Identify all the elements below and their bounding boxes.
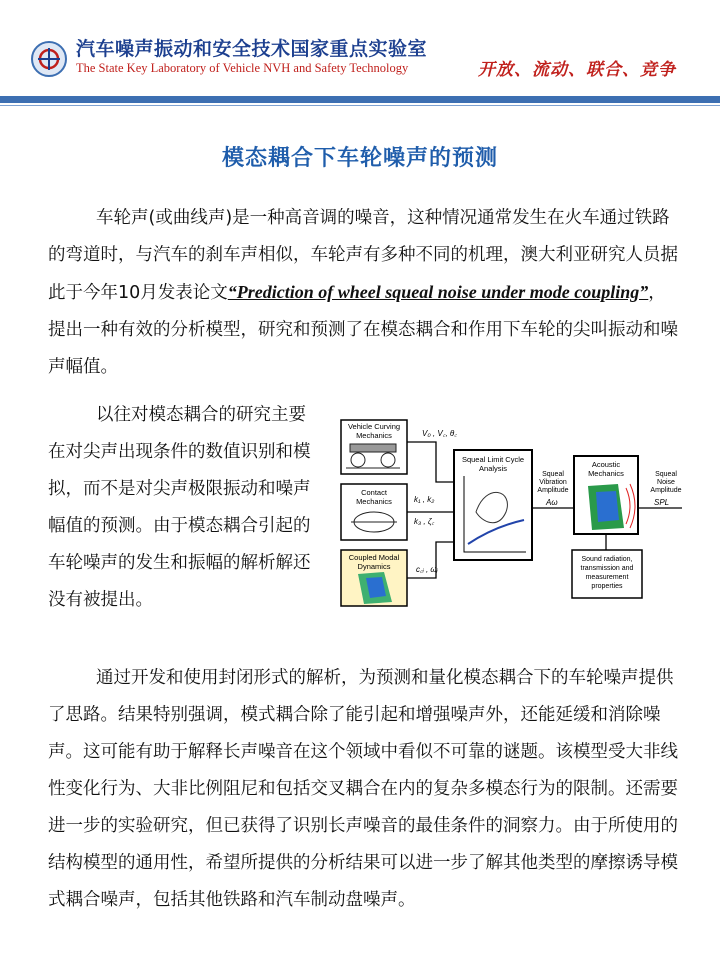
p1-text-after: ，提出一种有效的分析模型，研究和预测了在模态耦合和作用下车轮的尖叫振动和噪声幅值。 — [48, 283, 678, 377]
acoustic-label-1: Acoustic — [591, 460, 621, 469]
article-title: 模态耦合下车轮噪声的预测 — [221, 146, 498, 171]
vehicle-curving-label-2: Mechanics — [356, 431, 392, 440]
label-vibration-1: Squeal — [542, 471, 564, 478]
label-vibration-2: Vibration — [539, 479, 567, 486]
page-header — [0, 0, 720, 104]
vehicle-curving-label-1: Vehicle Curving — [347, 422, 401, 431]
sound-label-3: measurement — [585, 574, 629, 581]
limit-cycle-label-2: Analysis — [479, 464, 507, 473]
lab-name-cn: 汽车噪声振动和安全技术国家重点实验室 — [76, 38, 428, 60]
sound-label-2: transmission and — [580, 565, 634, 572]
paragraph-3 — [48, 660, 678, 919]
label-noise-2: Noise — [657, 479, 675, 486]
p2-text: 以往对模态耦合的研究主要在对尖声出现条件的数值识别和模拟，而不是对尖声极限振动和噪声幅值的预测。由于模态耦合引起的车轮噪声的发生和振幅的解析解还没有被提出。 — [48, 405, 311, 610]
label-vibration-3: Amplitude — [537, 487, 569, 494]
label-a-omega: Aω — [546, 498, 558, 507]
label-noise-1: Squeal — [655, 471, 677, 478]
sound-label-4: properties — [591, 583, 623, 590]
sound-label-1: Sound radiation, — [581, 556, 633, 563]
p1-text-before: 车轮声(或曲线声)是一种高音调的噪音，这种情况通常发生在火车通过铁路的弯道时，与汽车的刹车声相似，车轮声有多种不同的机理，澳大利亚研究人员据此于今年10月发表论文 — [48, 208, 678, 303]
header-band — [0, 96, 720, 103]
paragraph-1 — [48, 200, 678, 386]
coupled-modal-label-2: Dynamics — [357, 562, 391, 571]
contact-mechanics-label-1: Contact — [361, 488, 387, 497]
contact-mechanics-label-2: Mechanics — [356, 497, 392, 506]
label-c-omega: c꜀ᵢ , ωᵢ — [416, 565, 438, 574]
paragraph-2 — [48, 397, 320, 619]
model-flow-diagram — [336, 412, 698, 612]
label-velocity: V₀ , V꜀, θ꜀ — [422, 429, 458, 438]
label-k3: k₃ , ζ꜀ — [414, 517, 435, 526]
label-noise-3: Amplitude — [650, 487, 682, 494]
paper-title: “Prediction of wheel squeal noise under mode coupling” — [227, 282, 649, 302]
header-divider — [0, 105, 720, 106]
lab-logo-icon — [30, 40, 68, 78]
acoustic-label-2: Mechanics — [588, 469, 624, 478]
limit-cycle-label-1: Squeal Limit Cycle — [461, 455, 525, 464]
lab-name-en: The State Key Laboratory of Vehicle NVH and Safety Technology — [76, 61, 409, 75]
label-spl: SPL — [654, 498, 670, 507]
motto: 开放、流动、联合、竞争 — [478, 60, 676, 80]
coupled-modal-label-1: Coupled Modal — [348, 553, 400, 562]
p3-text: 通过开发和使用封闭形式的解析，为预测和量化模态耦合下的车轮噪声提供了思路。结果特别强调，模式耦合除了能引起和增强噪声外，还能延缓和消除噪声。这可能有助于解释长声噪音在这个领域中看似不可靠的谜题。该模型受大非线性变化行为、大非比例阻尼和包括交叉耦合在内的复杂多模态行为的限制。还需要进一步的实验研究，但已获得了识别长声噪音的最佳条件的洞察力。由于所使用的结构模型的通用性，希望所提供的分析结果可以进一步了解其他类型的摩擦诱导模式耦合噪声，包括其他铁路和汽车制动盘噪声。 — [48, 668, 678, 910]
label-k1-k2: k₁ , k₂ — [414, 495, 435, 504]
